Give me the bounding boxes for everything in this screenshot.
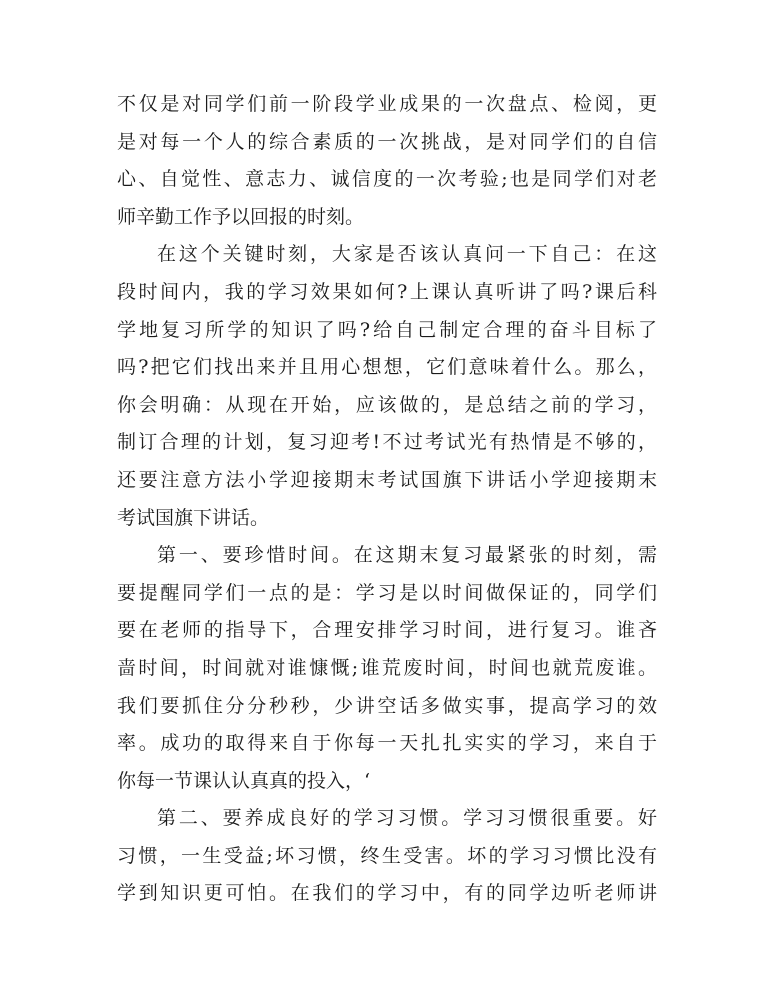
text-line: 率。成功的取得来自于你每一天扎扎实实的学习，来自于 (117, 732, 657, 755)
text-line: 制订合理的计划，复习迎考!不过考试光有热情是不够的， (117, 431, 657, 454)
text-line: 你每一节课认认真真的投入，‘ (117, 769, 371, 792)
text-line: 段时间内，我的学习效果如何?上课认真听讲了吗?课后科 (117, 280, 657, 303)
text-line: 要在老师的指导下，合理安排学习时间，进行复习。谁吝 (117, 619, 657, 642)
text-line: 习惯，一生受益;坏习惯，终生受害。坏的学习习惯比没有 (117, 844, 657, 867)
text-line: 考试国旗下讲话。 (117, 506, 270, 529)
text-line: 是对每一个人的综合素质的一次挑战，是对同学们的自信 (117, 130, 657, 153)
text-line: 你会明确：从现在开始，应该做的，是总结之前的学习， (117, 393, 657, 416)
text-line: 学到知识更可怕。在我们的学习中，有的同学边听老师讲 (117, 882, 657, 905)
text-line: 心、自觉性、意志力、诚信度的一次考验;也是同学们对老 (117, 168, 657, 191)
text-line: 还要注意方法小学迎接期末考试国旗下讲话小学迎接期末 (117, 468, 657, 491)
paragraph-start-line: 第二、要养成良好的学习习惯。学习习惯很重要。好 (157, 807, 657, 830)
text-line: 啬时间，时间就对谁慷慨;谁荒废时间，时间也就荒废谁。 (117, 656, 657, 679)
paragraph-start-line: 在这个关键时刻，大家是否该认真问一下自己：在这 (157, 243, 657, 266)
text-line: 要提醒同学们一点的是：学习是以时间做保证的，同学们 (117, 581, 657, 604)
text-line: 吗?把它们找出来并且用心想想，它们意味着什么。那么， (117, 356, 657, 379)
paragraph-start-line: 第一、要珍惜时间。在这期末复习最紧张的时刻，需 (157, 544, 657, 567)
document-body (117, 86, 657, 913)
text-line: 不仅是对同学们前一阶段学业成果的一次盘点、检阅，更 (117, 93, 657, 115)
text-line: 我们要抓住分分秒秒，少讲空话多做实事，提高学习的效 (117, 694, 657, 717)
text-line: 学地复习所学的知识了吗?给自己制定合理的奋斗目标了 (117, 318, 657, 341)
text-line: 师辛勤工作予以回报的时刻。 (117, 205, 365, 228)
